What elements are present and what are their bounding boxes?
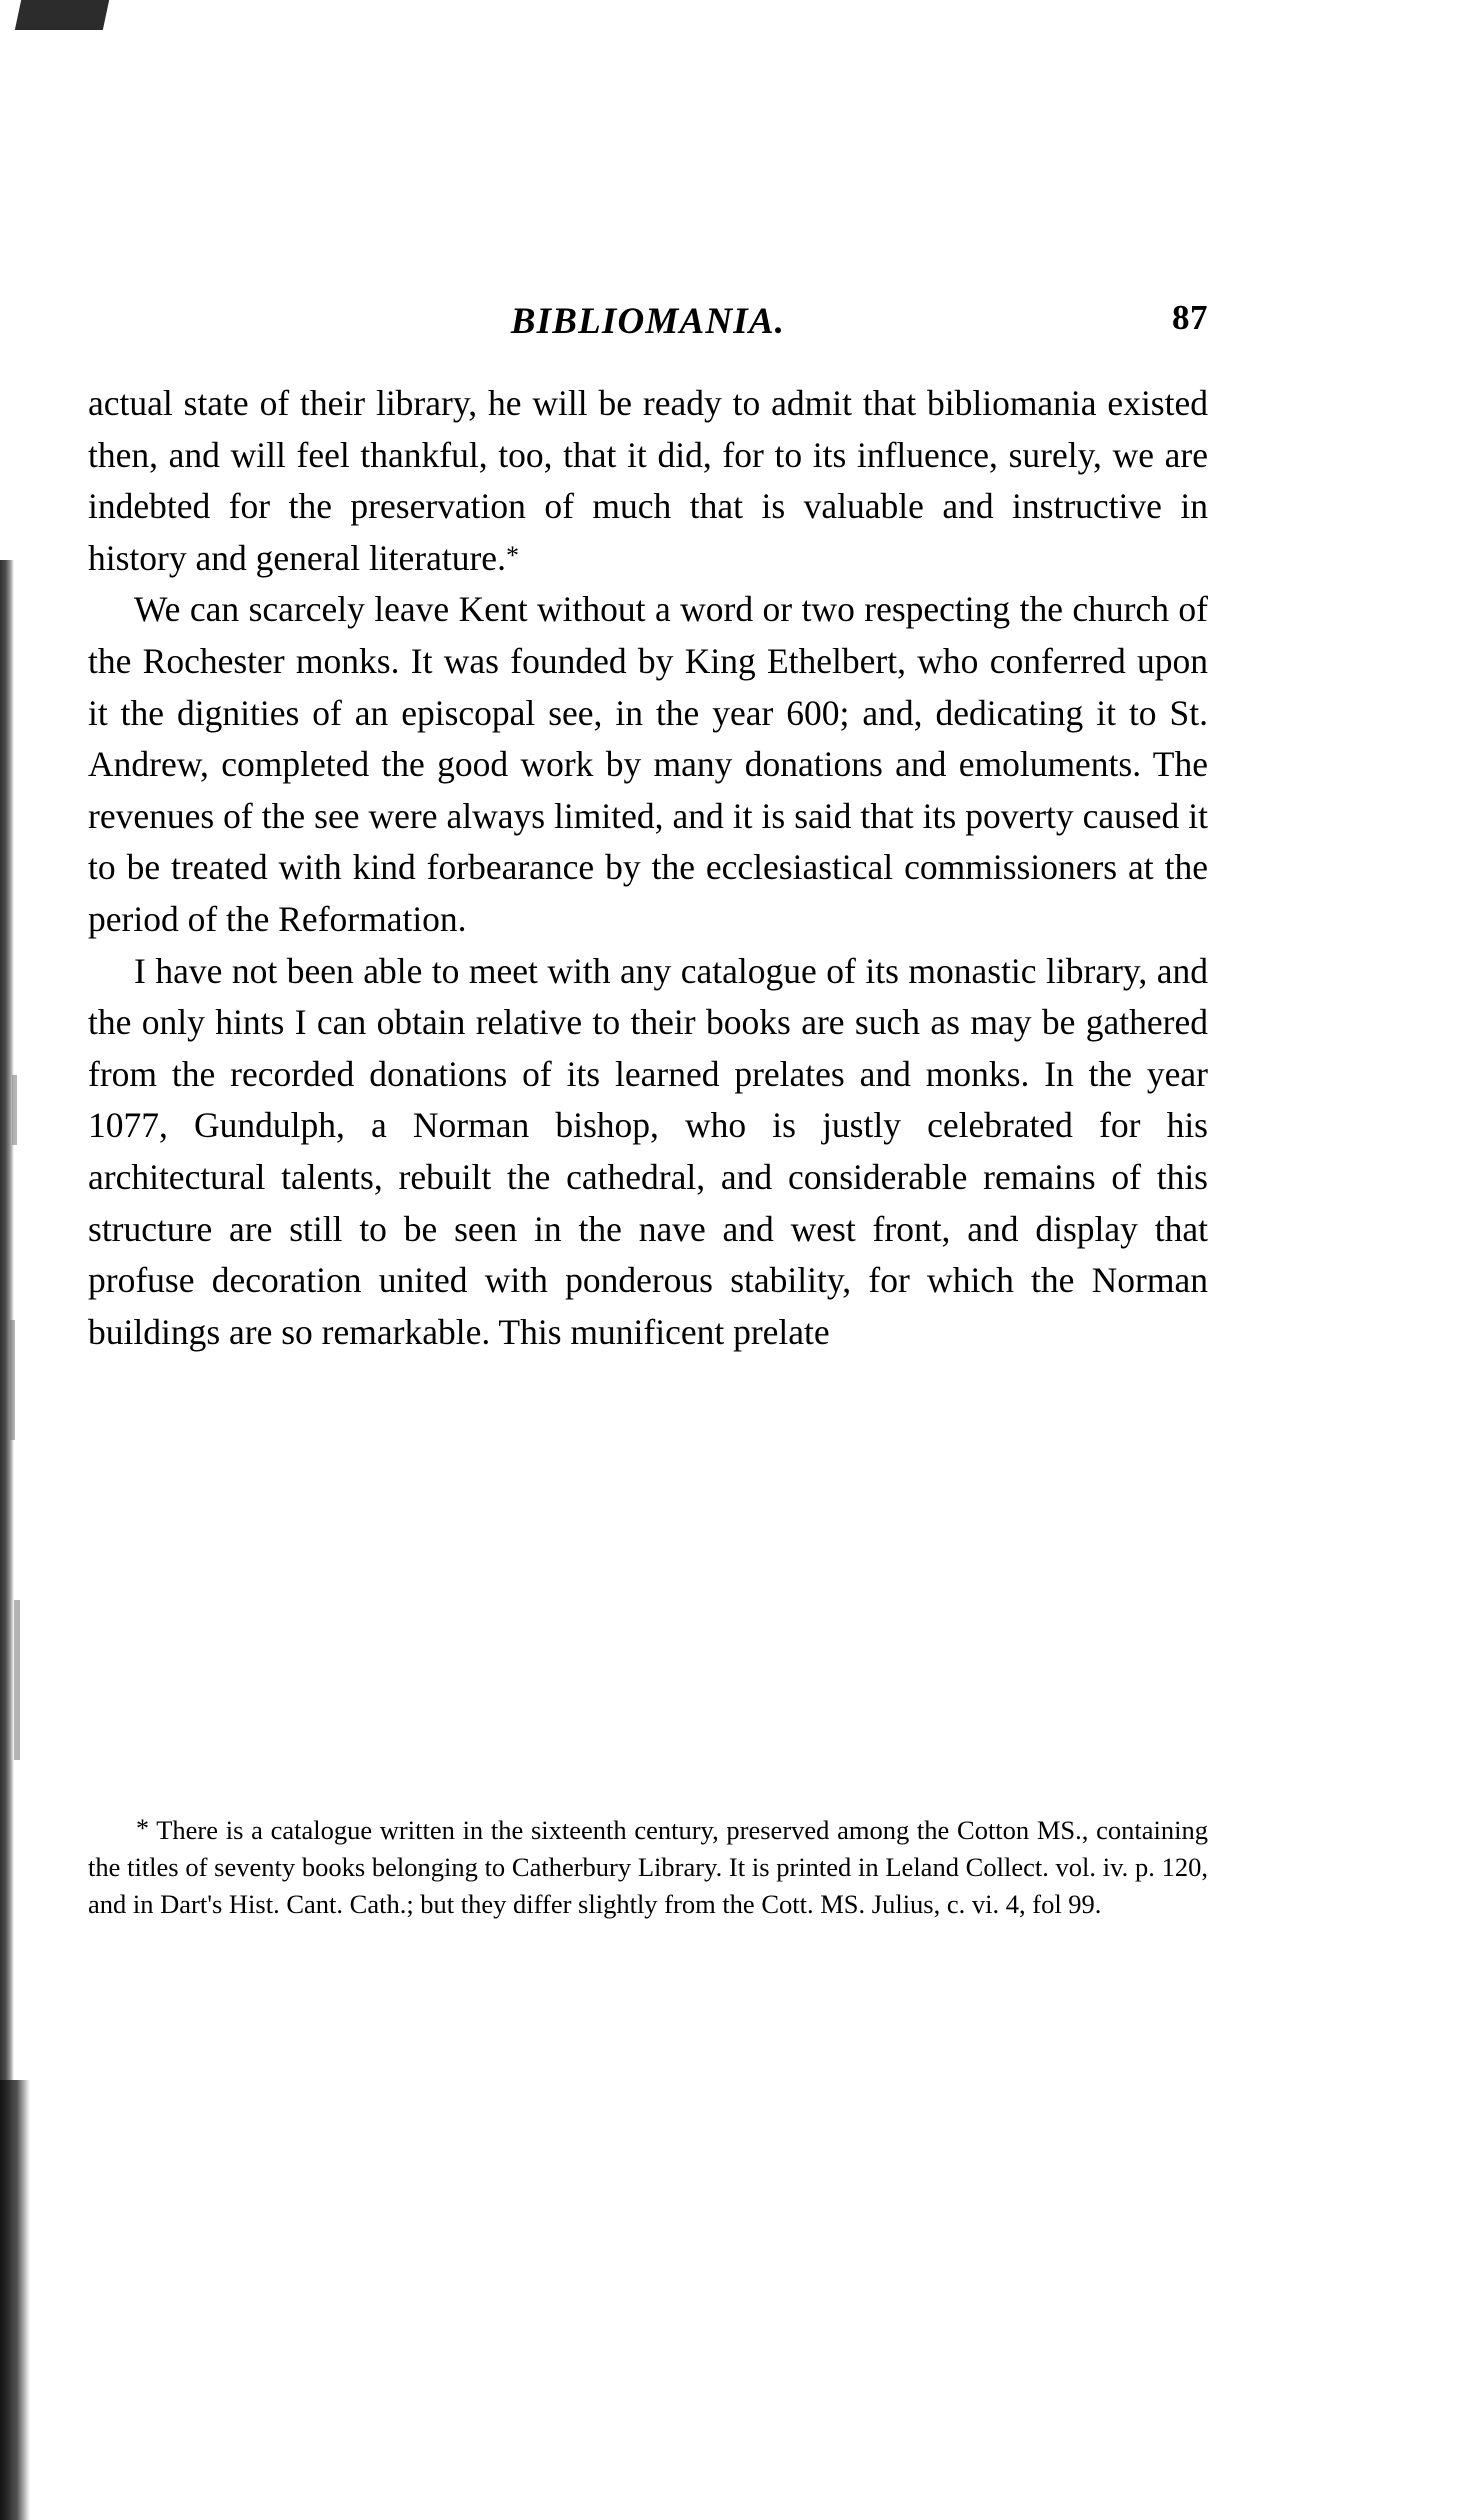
running-title: BIBLIOMANIA. [510,301,786,342]
page-header [88,300,1208,343]
scan-artifact-top [15,0,109,30]
footnote-marker: * [136,1814,149,1843]
footnote-block [88,1810,1208,1923]
body-text [88,378,1208,1358]
paragraph: actual state of their library, he will be ready to admit that bibliomania existed then, and will feel thankful, too, that it did, for to its influence, surely, we are indebted for the preservation of much that is valuable and instructive in history and general literature.* [88,383,1208,578]
page-number: 87 [1172,298,1208,337]
scan-speck [12,1075,17,1145]
scan-speck [10,1320,15,1440]
paragraph: We can scarcely leave Kent without a word or two respecting the church of the Rochester monks. It was founded by King Ethelbert, who conferred upon it the dignities of an episcopal see, in the year 600; and, dedicating it to St. Andrew, completed the good work by many donations and emoluments. The revenues of the see were always limited, and it is said that its poverty caused it to be treated with kind forbearance by the ecclesiastical commissioners at the period of the Reformation. [88,589,1208,939]
footnote-reference-marker: * [505,540,519,570]
scan-artifact-left-lower [0,2080,30,2520]
footnote-body: There is a catalogue written in the sixteenth century, preserved among the Cotton MS., containing the titles of seventy books belonging to Catherbury Library. It is printed in Leland Collect. vol. iv. p. 120, and in Dart's Hist. Cant. Cath.; but they differ slightly from the Cott. MS. Julius, c. vi. 4, fol 99. [88,1815,1208,1919]
footnote-text [88,1810,1208,1923]
scan-speck [14,1600,20,1760]
paragraph: I have not been able to meet with any catalogue of its monastic library, and the only hints I can obtain relative to their books are such as may be gathered from the recorded donations of its learned prelates and monks. In the year 1077, Gundulph, a Norman bishop, who is justly celebrated for his architectural talents, rebuilt the cathedral, and considerable remains of this structure are still to be seen in the nave and west front, and display that profuse decoration united with ponderous stability, for which the Norman buildings are so remarkable. This munificent prelate [88,950,1208,1352]
